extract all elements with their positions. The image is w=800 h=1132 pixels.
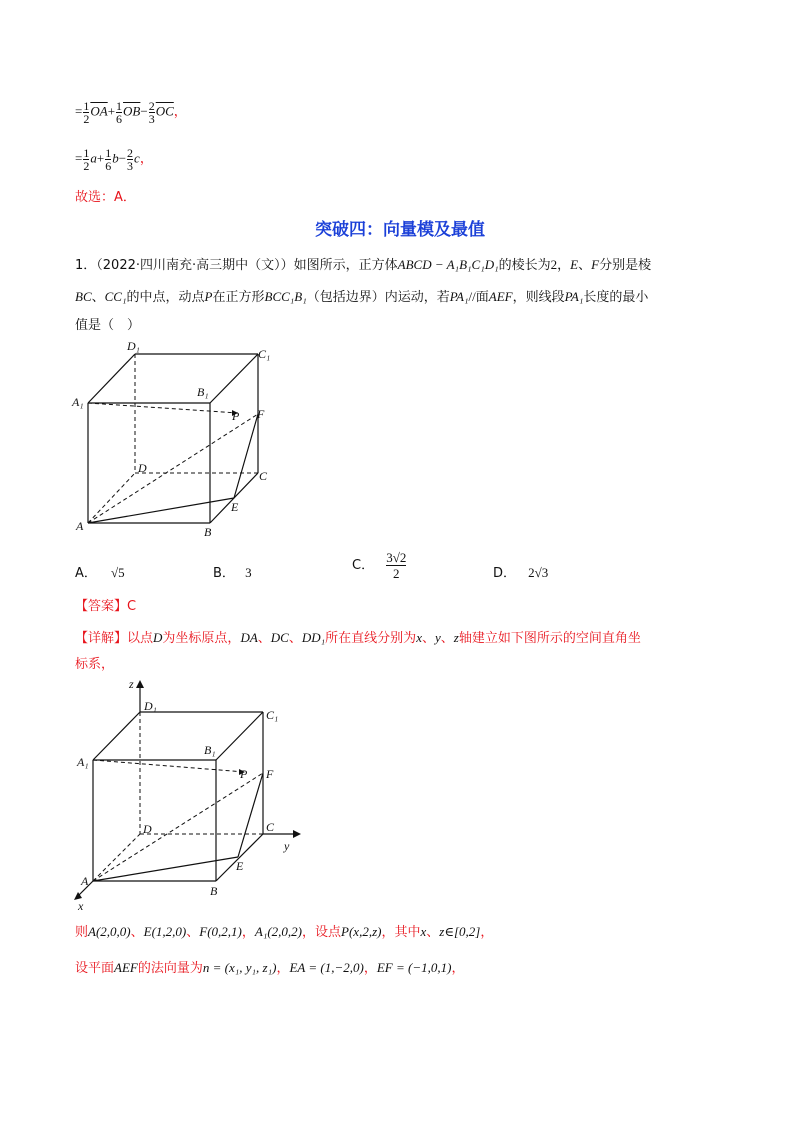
detail-text: 所在直线分别为 [325, 631, 417, 646]
fraction-2 [116, 100, 122, 125]
label-y: y [284, 839, 290, 853]
detail-label: 【详解】 [75, 631, 128, 646]
text: 、 [186, 925, 200, 940]
problem-line-1 [75, 255, 651, 276]
edge-a1d1 [88, 354, 135, 403]
minus-sign: − [118, 150, 127, 166]
problem-line-3: 值是（ ） [75, 318, 141, 333]
text: ， [480, 925, 494, 940]
segment-ae [88, 498, 234, 523]
vector-oa: $\overline{OA}$ [90, 103, 108, 119]
segment-pa1: PA₁ [449, 289, 469, 304]
vector-ob: $\overline{OB}$ [123, 103, 141, 119]
problem-text: 的棱长为 [498, 258, 551, 273]
label-c: C [266, 820, 275, 834]
text: 的法向量为 [137, 961, 203, 976]
frac-num: 2 [148, 99, 155, 113]
cube-figure-1 [70, 338, 290, 543]
problem-text: 、 [578, 258, 592, 273]
coord-e: E(1,2,0) [143, 924, 187, 939]
normal-vector: n = (x₁, y₁, z₁) [202, 960, 277, 975]
problem-text: ， [557, 258, 571, 273]
text: ， [241, 925, 255, 940]
detail-text: 、 [288, 631, 302, 646]
problem-text: ，则线段 [512, 290, 565, 305]
edge-bc: BC [75, 289, 92, 304]
text: ， [276, 961, 290, 976]
equals-sign: = [75, 150, 83, 166]
plane-aef: AEF [114, 960, 138, 975]
fraction-1 [83, 100, 89, 125]
line-dd1: DD₁ [301, 630, 326, 645]
label-c: C [259, 469, 268, 483]
frac-num: 1 [83, 99, 90, 113]
frac-den: 2 [83, 112, 90, 126]
axis-x: x [416, 630, 422, 645]
choice-d[interactable] [493, 562, 548, 581]
detail-text: 、 [257, 631, 271, 646]
label-b: B [210, 884, 218, 898]
text: 、 [130, 925, 144, 940]
label-a1: A₁ [72, 395, 84, 409]
label-a1: A₁ [77, 755, 89, 769]
edge-bc [216, 834, 263, 881]
coords-line [75, 922, 493, 943]
detail-text: 为坐标原点， [162, 631, 241, 646]
choice-letter: D． [493, 566, 517, 581]
choice-value: √5 [111, 565, 125, 580]
text: ，设点 [302, 925, 342, 940]
line-dc: DC [270, 630, 289, 645]
label-e: E [236, 859, 244, 873]
coord-a: A(2,0,0) [88, 924, 131, 939]
point-f: F [591, 257, 600, 272]
frac-num: 1 [116, 99, 123, 113]
problem-text: （包括边界）内运动，若 [306, 290, 450, 305]
label-p: P [240, 767, 248, 781]
normal-vector-line [75, 958, 464, 979]
choice-fraction [386, 550, 406, 581]
plane-aef: AEF [488, 289, 513, 304]
problem-line-2 [75, 287, 648, 308]
detail-text: 以点 [127, 631, 154, 646]
label-c1: C₁ [266, 708, 279, 722]
cube-name: ABCD − A₁B₁C₁D₁ [397, 257, 499, 272]
frac-den: 2 [83, 159, 90, 173]
coord-a1: A₁(2,0,2) [254, 924, 303, 939]
choice-letter: C． [352, 558, 375, 573]
fraction-1 [83, 147, 89, 172]
segment-a1p-hidden [88, 403, 238, 413]
choice-value: 3 [245, 565, 252, 580]
point-e: E [570, 257, 579, 272]
frac-num: 2 [127, 146, 134, 160]
choice-value: 2√3 [528, 565, 549, 580]
vector-a: a [90, 150, 97, 166]
plus-sign: + [96, 150, 105, 166]
parallel-sign: // [468, 289, 476, 304]
vector-line-1 [75, 100, 187, 125]
answer-label: 【答案】 [75, 599, 128, 614]
choice-letter: A． [75, 566, 97, 581]
choice-b[interactable] [213, 562, 252, 581]
vector-ef: EF = (−1,0,1) [376, 960, 452, 975]
frac-den: 2 [393, 566, 400, 581]
answer-value: C [127, 599, 137, 614]
arrow-z [136, 680, 144, 688]
label-e: E [231, 500, 239, 514]
choose-answer: 故选：A． [75, 190, 136, 205]
detail-text: 轴建立如下图所示的空间直角坐 [458, 631, 641, 646]
problem-text: （2022·四川南充·高三期中（文））如图所示，正方体 [96, 258, 398, 273]
frac-num: 3√2 [386, 550, 407, 565]
frac-num: 1 [105, 146, 112, 160]
label-a: A [76, 519, 84, 533]
choice-a[interactable] [75, 562, 125, 581]
cube-figure-2 [70, 674, 310, 914]
label-z: z [129, 677, 134, 691]
text: 、 [426, 925, 440, 940]
axis-z: z [453, 630, 459, 645]
label-b1: B₁ [204, 743, 216, 757]
label-d: D [143, 822, 152, 836]
plus-sign: + [107, 103, 116, 119]
axis-y: y [434, 630, 441, 645]
label-x: x [78, 899, 84, 913]
var-x: x [420, 924, 427, 939]
problem-text: 在正方形 [212, 290, 265, 305]
vector-c: c [134, 150, 140, 166]
choice-letter: B． [213, 566, 235, 581]
label-d1: D₁ [144, 699, 157, 713]
label-c1: C₁ [258, 347, 271, 361]
minus-sign: − [140, 103, 148, 119]
segment-a1p-hidden [93, 760, 245, 772]
label-f: F [266, 767, 274, 781]
vector-b: b [112, 150, 119, 166]
text: 设平面 [75, 961, 115, 976]
segment-pa1: PA₁ [564, 289, 584, 304]
vector-ea: EA = (1,−2,0) [289, 960, 364, 975]
text: 则 [75, 925, 89, 940]
problem-text: 面 [475, 290, 489, 305]
edge-a1d1 [93, 712, 140, 760]
equals-sign: = [75, 103, 83, 119]
fraction-3 [149, 100, 155, 125]
text: ， [451, 961, 465, 976]
frac-den: 3 [127, 159, 134, 173]
vector-line-2 [75, 147, 153, 172]
fraction-2 [105, 147, 111, 172]
line-da: DA [240, 630, 258, 645]
label-d: D [138, 461, 147, 475]
vector-oc: $\overline{OC}$ [155, 103, 174, 119]
problem-text: 长度的最小 [583, 290, 649, 305]
text: ，其中 [381, 925, 421, 940]
range-z: z∈[0,2] [439, 924, 481, 939]
section-heading: 突破四：向量模及最值 [315, 220, 485, 240]
frac-den: 6 [105, 159, 112, 173]
problem-text: 的中点，动点 [126, 290, 205, 305]
line-end: ， [139, 150, 153, 166]
problem-text: 分别是棱 [599, 258, 652, 273]
point-d: D [153, 630, 163, 645]
label-f: F [257, 407, 265, 421]
label-a: A [81, 874, 89, 888]
label-p: P [232, 409, 240, 423]
segment-ef [238, 773, 263, 857]
answer-line [75, 597, 136, 617]
edge-length: 2 [550, 257, 558, 272]
choice-c[interactable] [352, 550, 407, 581]
detail-text: 、 [421, 631, 435, 646]
edge-ad-hidden [88, 473, 135, 523]
detail-line-2: 标系， [75, 657, 115, 672]
frac-den: 3 [148, 112, 155, 126]
face-bcc1b1: BCC₁B₁ [264, 289, 307, 304]
edge-b1c1 [216, 712, 263, 760]
label-d1: D₁ [127, 339, 140, 353]
text: ， [363, 961, 377, 976]
point-p: P [204, 289, 213, 304]
problem-number: 1． [75, 258, 97, 273]
coord-p: P(x,2,z) [341, 924, 382, 939]
problem-text: 、 [91, 290, 105, 305]
label-b: B [204, 525, 212, 539]
detail-line-1 [75, 628, 641, 649]
arrow-y [293, 830, 301, 838]
fraction-3 [127, 147, 133, 172]
frac-num: 1 [83, 146, 90, 160]
detail-text: 、 [440, 631, 454, 646]
edge-b1c1 [210, 354, 258, 403]
coord-f: F(0,2,1) [199, 924, 242, 939]
frac-den: 6 [116, 112, 123, 126]
edge-cc1: CC₁ [104, 289, 127, 304]
line-end: ， [173, 103, 187, 119]
label-b1: B₁ [197, 385, 209, 399]
